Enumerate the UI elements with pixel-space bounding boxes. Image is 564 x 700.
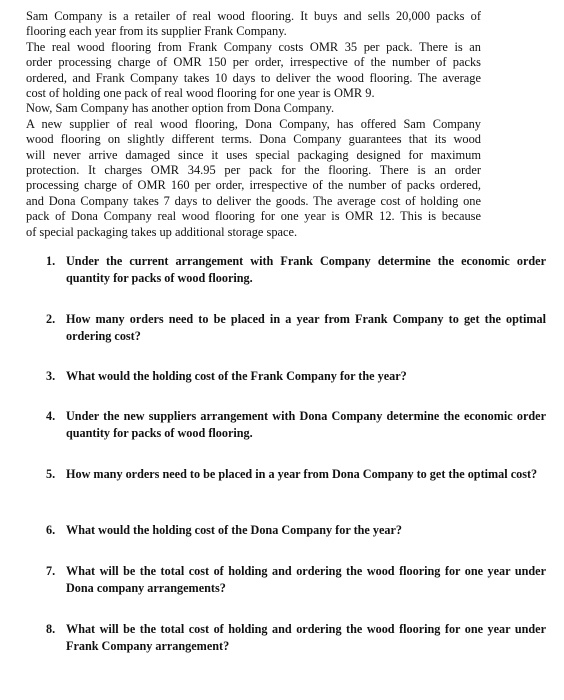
question-item [46,368,546,385]
question-number: 4. [46,409,56,423]
intro-line: and Dona Company takes 7 days to deliver the goods. The average cost of holding one [26,193,481,208]
question-text: What will be the total cost of holding and ordering the wood flooring for one year under Frank Company arrangement? [66,622,546,653]
intro-line: protection. It charges OMR 34.95 per pack for the flooring. There is an order [26,163,481,178]
question-item [46,408,546,441]
question-item [46,621,546,654]
intro-line: processing charge of OMR 160 per order, irrespective of the number of packs ordered, [26,178,481,193]
question-number: 2. [46,312,56,326]
intro-line: A new supplier of real wood flooring, Dona Company, has offered Sam Company [26,116,481,131]
intro-line: of special packaging takes up additional storage space. [26,224,298,239]
question-number: 1. [46,254,56,268]
intro-line: The real wood flooring from Frank Company costs OMR 35 per pack. There is an [26,39,481,54]
case-intro [26,9,481,240]
question-text: What would the holding cost of the Frank Company for the year? [66,369,407,383]
question-text: How many orders need to be placed in a year from Frank Company to get the optimal ordering cost? [66,312,546,343]
question-text: Under the current arrangement with Frank Company determine the economic order quantity for packs of wood flooring. [66,254,546,285]
intro-line: will never arrive damaged since it uses special packaging designed for maximum [26,147,481,162]
intro-line: cost of holding one pack of real wood flooring for one year is OMR 9. [26,86,375,101]
question-text: What will be the total cost of holding and ordering the wood flooring for one year under Dona company arrangements? [66,564,546,595]
question-item [46,311,546,344]
question-item [46,253,546,286]
intro-line: wood flooring on slightly different terms. Dona Company guarantees that its wood [26,132,481,147]
question-number: 3. [46,369,56,383]
question-text: How many orders need to be placed in a year from Dona Company to get the optimal cost? [66,467,538,481]
question-number: 7. [46,564,56,578]
question-text: What would the holding cost of the Dona Company for the year? [66,523,402,537]
question-number: 6. [46,523,56,537]
intro-line: flooring each year from its supplier Frank Company. [26,24,287,39]
question-text: Under the new suppliers arrangement with Dona Company determine the economic order quantity for packs of wood flooring. [66,409,546,440]
intro-line: ordered, and Frank Company takes 10 days to deliver the wood flooring. The average [26,70,481,85]
question-item [46,563,546,596]
question-item [46,466,546,483]
intro-line: pack of Dona Company real wood flooring for one year is OMR 12. This is because [26,209,481,224]
intro-line: Sam Company is a retailer of real wood flooring. It buys and sells 20,000 packs of [26,9,481,23]
question-number: 8. [46,622,56,636]
question-number: 5. [46,467,56,481]
intro-line: order processing charge of OMR 150 per order, irrespective of the number of packs [26,55,481,70]
intro-line: Now, Sam Company has another option from Dona Company. [26,101,335,116]
question-item [46,522,546,539]
